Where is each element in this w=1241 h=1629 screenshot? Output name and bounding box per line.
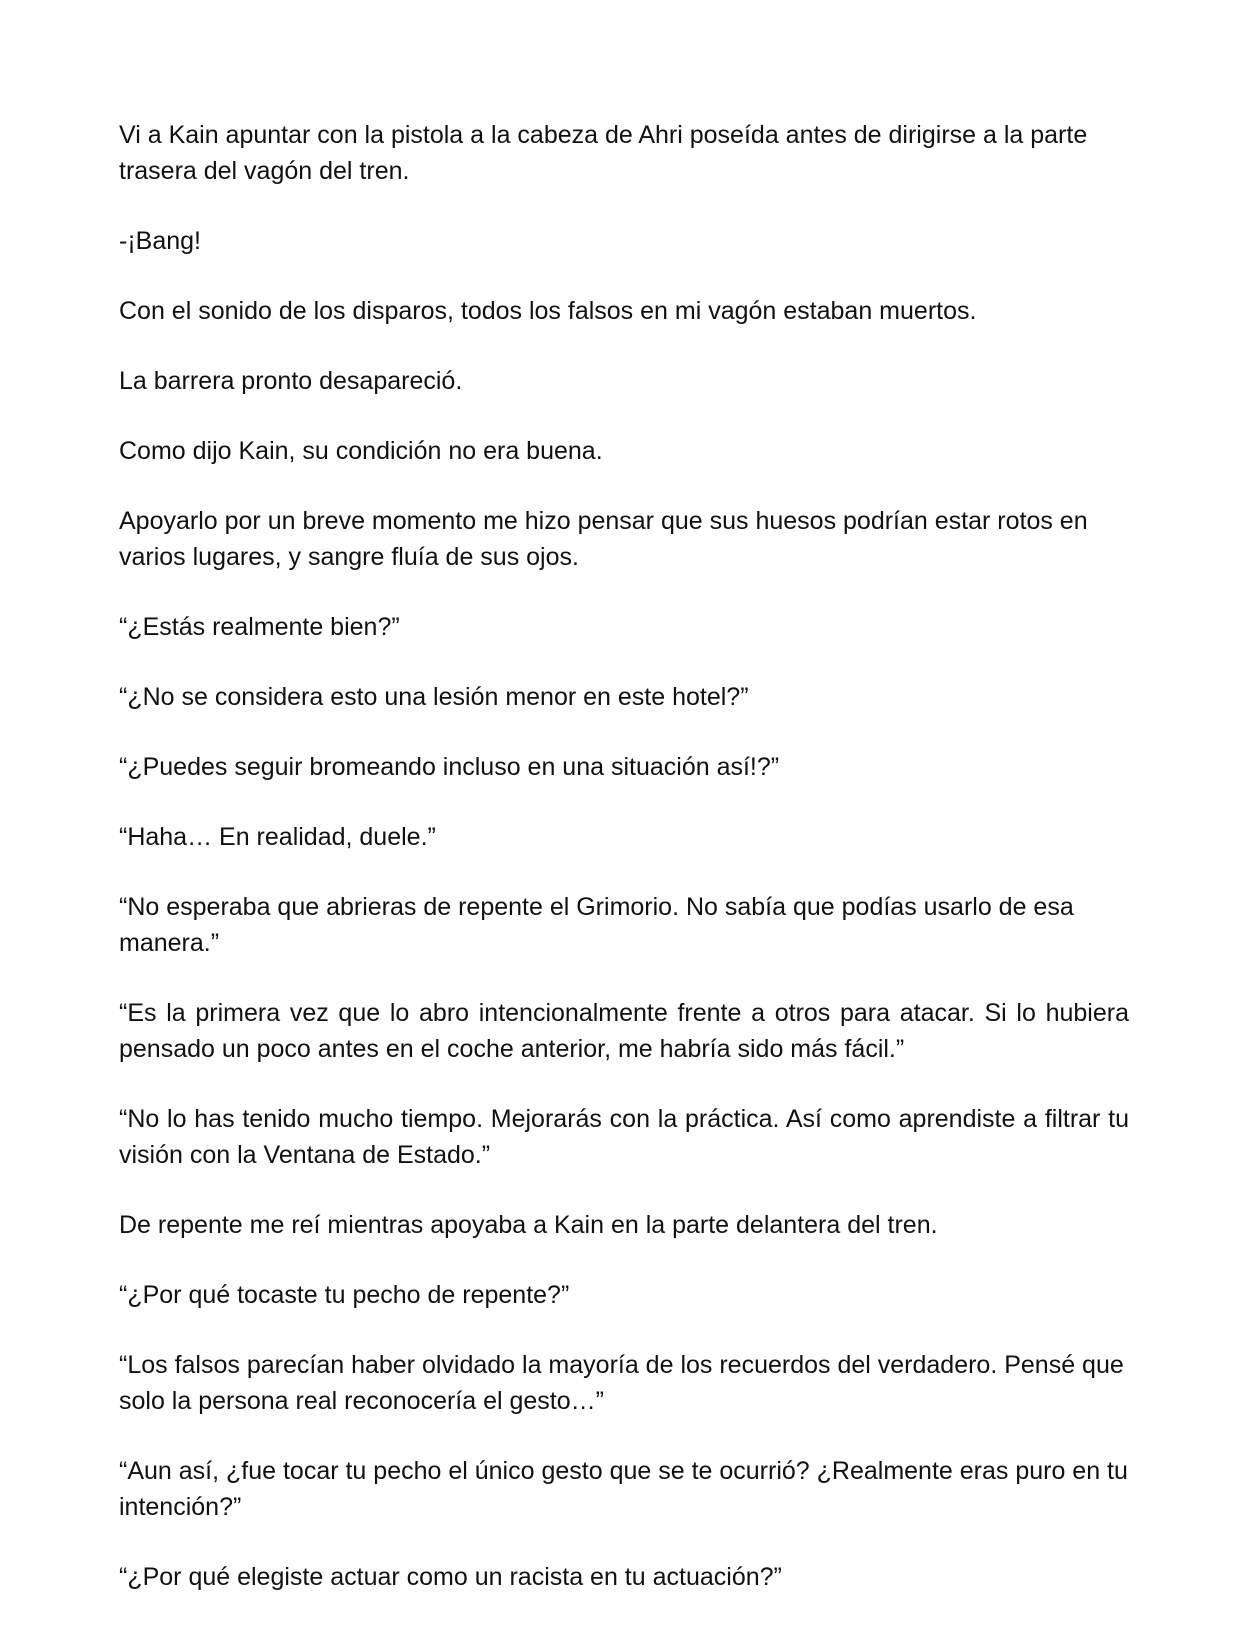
paragraph-9: “¿Puedes seguir bromeando incluso en una situación así!?” (119, 753, 780, 781)
paragraph-6: Apoyarlo por un breve momento me hizo pensar que sus huesos podrían estar rotos en varios lugares, y sangre fluía de sus ojos. (119, 507, 1088, 571)
paragraph-18: “¿Por qué elegiste actuar como un racista en tu actuación?” (119, 1563, 782, 1591)
paragraph-15: “¿Por qué tocaste tu pecho de repente?” (119, 1281, 570, 1309)
document-body (119, 117, 1129, 1629)
paragraph-13: “No lo has tenido mucho tiempo. Mejorarás con la práctica. Así como aprendiste a filtrar tu visión con la Ventana de Estado.” (119, 1105, 1129, 1169)
paragraph-14: De repente me reí mientras apoyaba a Kain en la parte delantera del tren. (119, 1211, 938, 1239)
paragraph-16: “Los falsos parecían haber olvidado la mayoría de los recuerdos del verdadero. Pensé que solo la persona real reconocería el gesto…” (119, 1351, 1124, 1415)
paragraph-3: Con el sonido de los disparos, todos los falsos en mi vagón estaban muertos. (119, 297, 977, 325)
paragraph-10: “Haha… En realidad, duele.” (119, 823, 436, 851)
paragraph-8: “¿No se considera esto una lesión menor en este hotel?” (119, 683, 749, 711)
paragraph-11: “No esperaba que abrieras de repente el Grimorio. No sabía que podías usarlo de esa manera.” (119, 893, 1074, 957)
paragraph-1: Vi a Kain apuntar con la pistola a la cabeza de Ahri poseída antes de dirigirse a la parte trasera del vagón del tren. (119, 121, 1088, 185)
paragraph-7: “¿Estás realmente bien?” (119, 613, 400, 641)
paragraph-17: “Aun así, ¿fue tocar tu pecho el único gesto que se te ocurrió? ¿Realmente eras puro en tu intención?” (119, 1457, 1128, 1521)
paragraph-4: La barrera pronto desapareció. (119, 367, 463, 395)
paragraph-5: Como dijo Kain, su condición no era buena. (119, 437, 603, 465)
paragraph-12: “Es la primera vez que lo abro intencionalmente frente a otros para atacar. Si lo hubiera pensado un poco antes en el coche anterior, me habría sido más fácil.” (119, 999, 1129, 1063)
paragraph-2: -¡Bang! (119, 227, 201, 255)
